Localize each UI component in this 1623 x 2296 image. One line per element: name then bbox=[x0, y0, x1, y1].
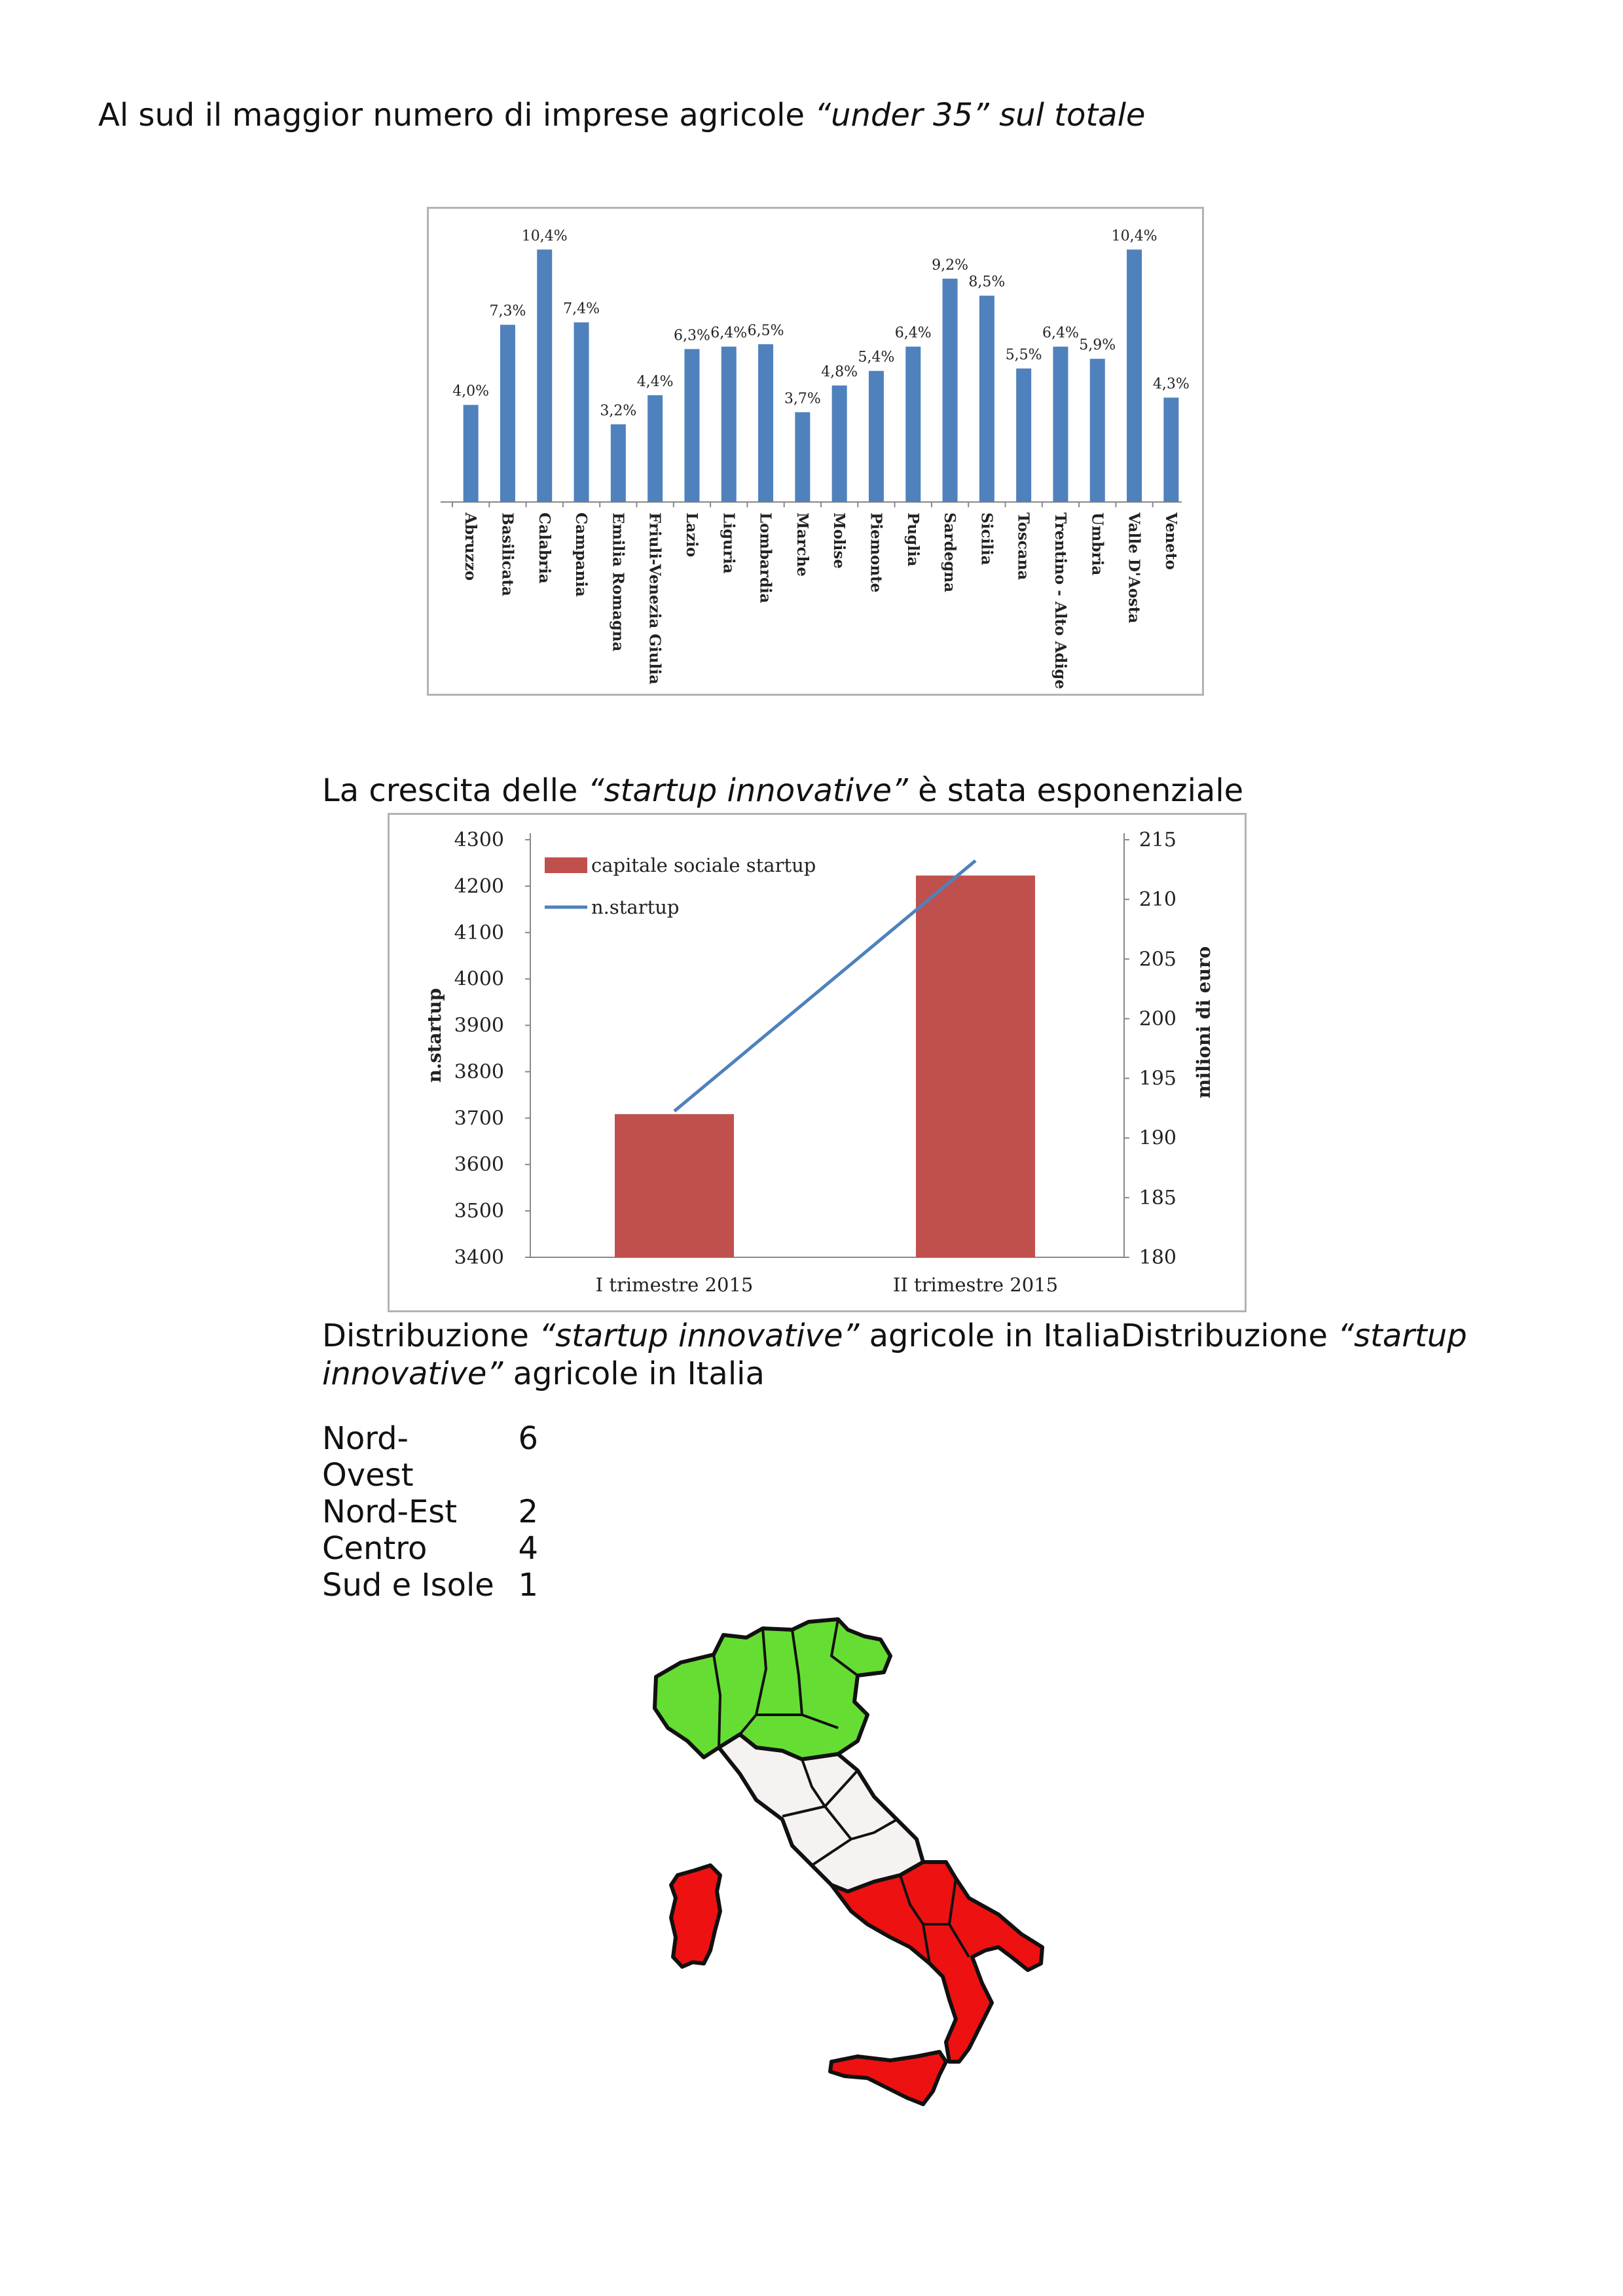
distribution-list bbox=[322, 1420, 538, 1604]
map-center-regions bbox=[719, 1734, 923, 1892]
left-tick-label: 3700 bbox=[454, 1107, 504, 1130]
bar bbox=[537, 249, 552, 502]
data-label: 4,8% bbox=[821, 363, 858, 380]
bar bbox=[647, 395, 663, 502]
region-value: 2 bbox=[518, 1494, 538, 1530]
x-tick-label: Toscana bbox=[1014, 512, 1032, 581]
map-north-regions bbox=[655, 1619, 890, 1759]
bar bbox=[721, 347, 737, 502]
data-label: 10,4% bbox=[1111, 228, 1158, 245]
data-label: 4,4% bbox=[636, 373, 674, 390]
data-label: 5,4% bbox=[858, 349, 895, 366]
right-tick-label: 215 bbox=[1139, 829, 1176, 852]
data-label: 3,7% bbox=[784, 390, 821, 407]
left-tick-label: 3600 bbox=[454, 1153, 504, 1177]
x-tick-label: Valle D'Aosta bbox=[1125, 512, 1143, 624]
bar bbox=[905, 347, 921, 502]
heading-startup-growth: La crescita delle “startup innovative” è stata esponenziale bbox=[322, 772, 1244, 809]
bar bbox=[795, 412, 810, 502]
x-tick-label: Campania bbox=[572, 512, 591, 597]
heading-under35: Al sud il maggior numero di imprese agricole “under 35” sul totale bbox=[98, 97, 1146, 134]
right-tick-label: 180 bbox=[1139, 1246, 1176, 1269]
left-tick-label: 3400 bbox=[454, 1246, 504, 1269]
legend-label: capitale sociale startup bbox=[591, 854, 816, 876]
y-axis-label-right: milioni di euro bbox=[1193, 946, 1214, 1099]
startup-growth-chart bbox=[388, 813, 1247, 1312]
bar bbox=[684, 349, 699, 502]
bar bbox=[1053, 347, 1068, 502]
right-tick-label: 205 bbox=[1139, 948, 1176, 971]
bar bbox=[832, 386, 847, 502]
bar bbox=[611, 424, 626, 502]
bar bbox=[979, 296, 994, 502]
under35-bar-chart-svg bbox=[429, 209, 1202, 694]
x-tick-label: Molise bbox=[830, 512, 848, 569]
bar bbox=[1163, 398, 1178, 502]
right-tick-label: 185 bbox=[1139, 1186, 1176, 1210]
x-tick-label: Lazio bbox=[682, 512, 701, 558]
map-south-regions bbox=[831, 1862, 1042, 2062]
data-label: 9,2% bbox=[932, 257, 969, 274]
x-tick-label: Emilia Romagna bbox=[609, 512, 627, 652]
list-item bbox=[322, 1567, 538, 1604]
right-tick-label: 195 bbox=[1139, 1067, 1176, 1090]
region-value: 1 bbox=[518, 1567, 538, 1604]
legend-swatch-bar bbox=[545, 857, 587, 873]
data-label: 6,5% bbox=[747, 322, 784, 339]
x-tick-label: Liguria bbox=[720, 512, 738, 574]
x-tick-label: Sicilia bbox=[977, 512, 996, 565]
x-tick-label: Piemonte bbox=[867, 512, 885, 593]
x-tick-label: Abruzzo bbox=[462, 512, 480, 581]
x-tick-label: Puglia bbox=[903, 512, 922, 567]
list-item bbox=[322, 1420, 538, 1494]
data-label: 5,5% bbox=[1005, 347, 1042, 363]
bar bbox=[500, 325, 515, 502]
map-sicily bbox=[830, 2052, 946, 2104]
right-tick-label: 210 bbox=[1139, 888, 1176, 912]
bar bbox=[1127, 249, 1142, 502]
heading-distribution: Distribuzione “startup innovative” agricole in ItaliaDistribuzione “startup innovative” agricole in Italia bbox=[322, 1318, 1467, 1392]
bar bbox=[1016, 368, 1031, 502]
data-label: 6,3% bbox=[673, 327, 710, 344]
data-label: 6,4% bbox=[1042, 325, 1079, 342]
x-tick-label: Friuli-Venezia Giulia bbox=[646, 512, 664, 685]
data-label: 7,4% bbox=[563, 300, 600, 317]
right-tick-label: 200 bbox=[1139, 1007, 1176, 1031]
bar bbox=[943, 279, 958, 502]
x-tick-label: Marche bbox=[793, 512, 811, 577]
x-tick-label: Calabria bbox=[535, 512, 553, 584]
x-tick-label: Umbria bbox=[1088, 512, 1106, 576]
bar bbox=[615, 1114, 734, 1257]
left-tick-label: 3900 bbox=[454, 1014, 504, 1037]
data-label: 3,2% bbox=[600, 403, 637, 420]
data-label: 4,0% bbox=[452, 383, 490, 400]
bar bbox=[916, 876, 1035, 1257]
startup-growth-chart-svg bbox=[390, 815, 1245, 1310]
x-tick-label: Basilicata bbox=[498, 512, 517, 596]
legend-label: n.startup bbox=[591, 896, 680, 918]
x-tick-label: II trimestre 2015 bbox=[892, 1274, 1059, 1296]
region-label: Nord-Ovest bbox=[322, 1420, 414, 1494]
right-tick-label: 190 bbox=[1139, 1126, 1176, 1150]
bar bbox=[574, 323, 589, 502]
bar bbox=[464, 405, 479, 502]
region-label: Nord-Est bbox=[322, 1494, 458, 1530]
x-tick-label: Trentino - Alto Adige bbox=[1051, 512, 1069, 689]
under35-bar-chart bbox=[427, 207, 1204, 696]
bar bbox=[758, 344, 773, 502]
list-item bbox=[322, 1530, 538, 1567]
data-label: 8,5% bbox=[968, 274, 1006, 291]
region-value: 6 bbox=[518, 1420, 538, 1457]
x-tick-label: Sardegna bbox=[941, 512, 959, 593]
region-label: Centro bbox=[322, 1530, 428, 1567]
data-label: 7,3% bbox=[489, 303, 526, 320]
data-label: 5,9% bbox=[1079, 337, 1116, 354]
data-label: 4,3% bbox=[1152, 376, 1190, 393]
list-item bbox=[322, 1494, 538, 1530]
italy-map bbox=[642, 1617, 1087, 2114]
left-tick-label: 4100 bbox=[454, 921, 504, 944]
region-value: 4 bbox=[518, 1530, 538, 1567]
left-tick-label: 4200 bbox=[454, 874, 504, 898]
bar bbox=[869, 371, 884, 502]
region-label: Sud e Isole bbox=[322, 1567, 494, 1604]
map-sardinia bbox=[671, 1865, 720, 1967]
data-label: 6,4% bbox=[894, 325, 932, 342]
data-label: 10,4% bbox=[521, 228, 568, 245]
left-tick-label: 4300 bbox=[454, 829, 504, 852]
left-tick-label: 3800 bbox=[454, 1060, 504, 1084]
left-tick-label: 4000 bbox=[454, 967, 504, 991]
left-tick-label: 3500 bbox=[454, 1200, 504, 1223]
y-axis-label-left: n.startup bbox=[424, 988, 445, 1083]
x-tick-label: I trimestre 2015 bbox=[595, 1274, 754, 1296]
x-tick-label: Lombardia bbox=[756, 512, 775, 603]
bar bbox=[1090, 359, 1105, 502]
data-label: 6,4% bbox=[710, 325, 748, 342]
x-tick-label: Veneto bbox=[1161, 512, 1180, 570]
